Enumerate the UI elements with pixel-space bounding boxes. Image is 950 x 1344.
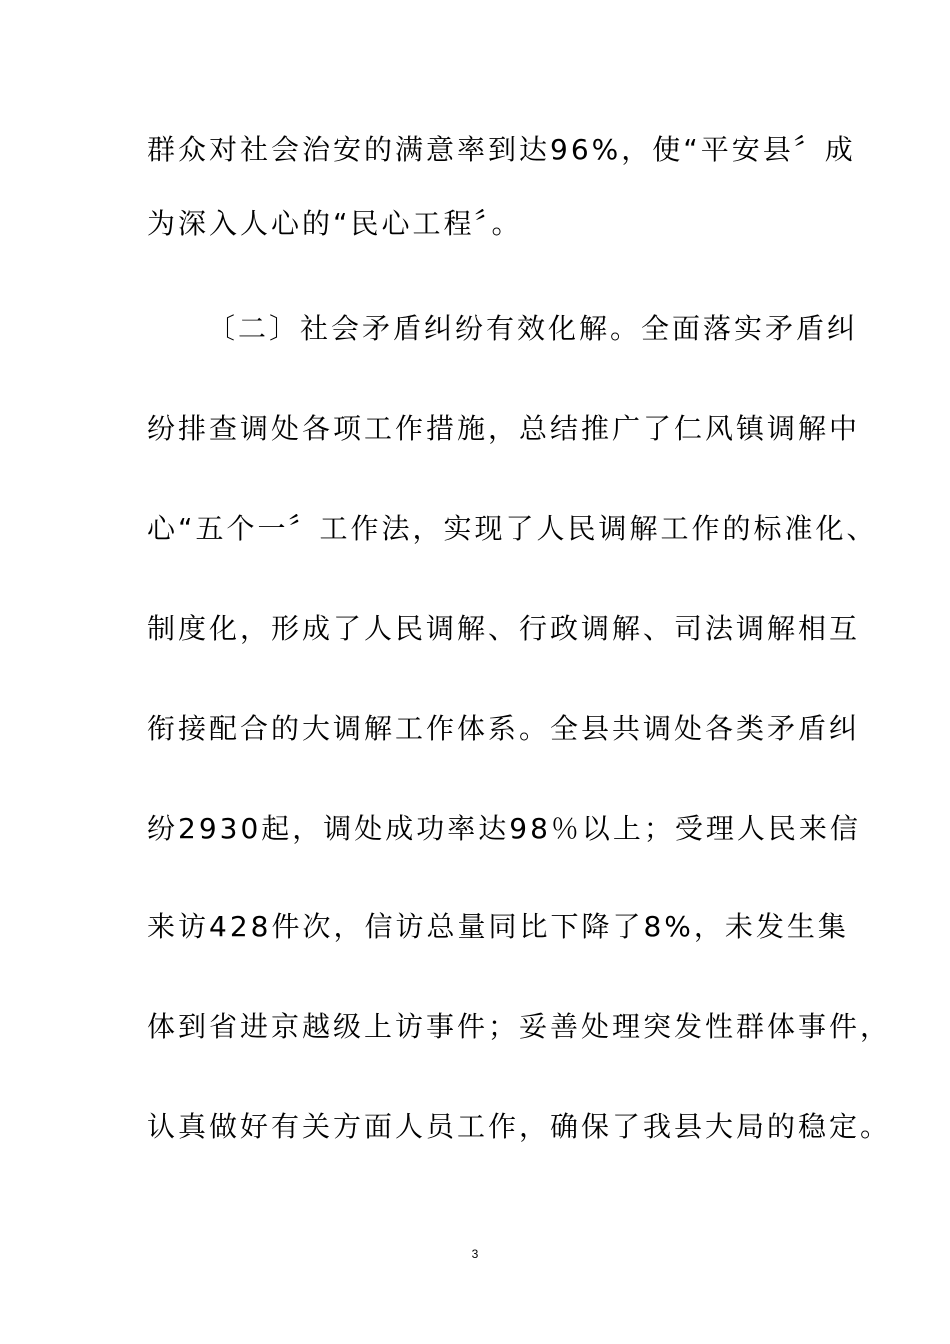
text-line-6: 制度化，形成了人民调解、行政调解、司法调解相互: [147, 612, 861, 645]
text-line-5: 心“五个一〞工作法，实现了人民调解工作的标准化、: [147, 512, 878, 545]
text-line-11: 认真做好有关方面人员工作，确保了我县大局的稳定。: [147, 1110, 892, 1143]
text-line-2: 为深入人心的“民心工程〞。: [147, 207, 523, 240]
page-number: 3: [471, 1247, 479, 1261]
text-line-4: 纷排查调处各项工作措施，总结推广了仁风镇调解中: [147, 412, 861, 445]
text-line-7: 衔接配合的大调解工作体系。全县共调处各类矛盾纠: [147, 712, 861, 745]
text-line-10: 体到省进京越级上访事件；妥善处理突发性群体事件，: [147, 1010, 892, 1043]
text-line-9: 来访428件次，信访总量同比下降了8%，未发生集: [147, 910, 849, 943]
text-line-3: 〔二〕社会矛盾纠纷有效化解。全面落实矛盾纠: [207, 312, 859, 345]
text-line-8: 纷2930起，调处成功率达98％以上；受理人民来信: [147, 812, 861, 845]
text-line-1: 群众对社会治安的满意率到达96%，使“平安县〞成: [147, 133, 856, 166]
